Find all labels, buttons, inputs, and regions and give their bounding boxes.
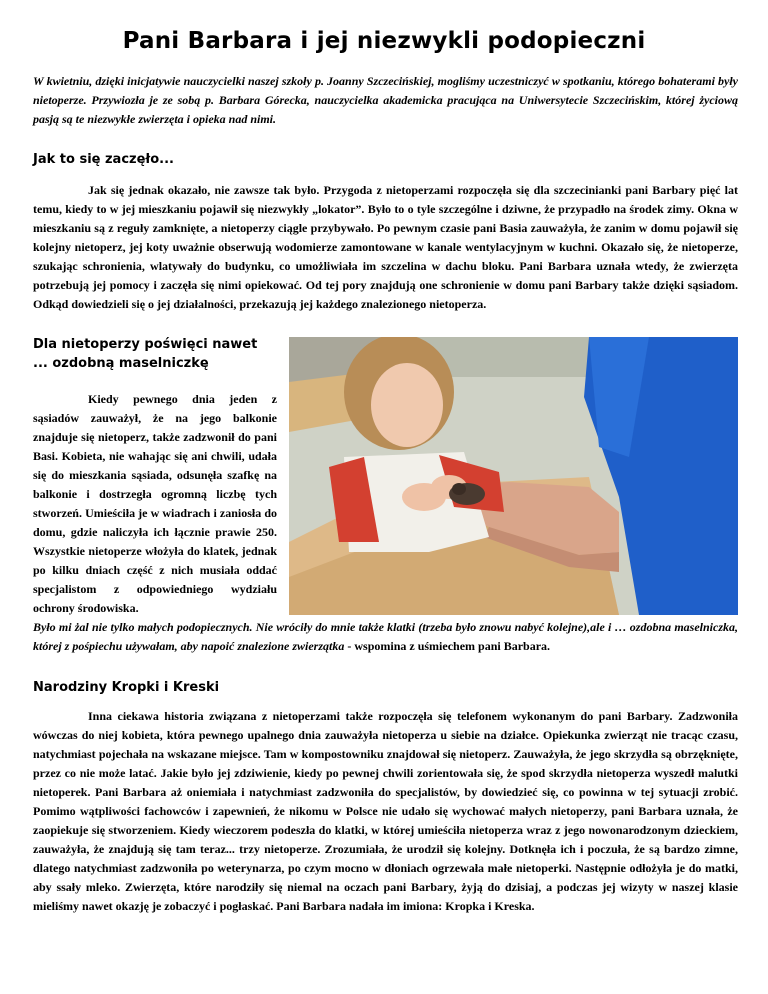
section-text-kropka-kreska: Inna ciekawa historia związana z nietoperzami także rozpoczęła się telefonem wykonanym do pani Barbary. Zadzwoniła wówczas do niej kobieta, która pewnego upalnego dnia zauważyła nietoperza u siebie na działce. Opiekunka zwierząt nie tracąc czasu, natychmiast pojechała na wskazane miejsce. Tam w kompostowniku znajdował się nietoperz. Zauważyła, że jego skrzydła są obrzęknięte, przez co nie może latać. Jakie było jej zdziwienie, kiedy po pewnej chwili zorientowała się, że spod skrzydła nietoperza wyszedł malutki nietoperek. Pani Barbara aż oniemiała i natychmiast zadzwoniła do specjalistów, by dowiedzieć się, co powinna w tej sytuacji zrobić. Pomimo wątpliwości fachowców i zapewnień, że nikomu w Polsce nie udało się wychować małych nietoperzy, pani Barbara uznała, że zaopiekuje się stworzeniem. Kiedy wieczorem podeszła do klatki, w której umieściła nietoperza wraz z jego nowonarodzonym dzieckiem, zauważyła, że znajdują się tam teraz... trzy nietoperze. Zrozumiała, że urodził się kolejny. Dotknęła ich i poczuła, że są bardzo zimne, dlatego natychmiast zadzwoniła po weterynarza, po czym mocno w dłoniach ogrzewała małe nietoperki. Następnie odłożyła je do matki, aby ssały mleko. Zwierzęta, które narodziły się niemal na oczach pani Barbary, żyją do dzisiaj, a podczas jej wizyty w naszej klasie mieliśmy nawet okazję je zobaczyć i pogłaskać. Pani Barbara nadała im imiona: Kropka i Kreska. — [33, 709, 738, 913]
article-title: Pani Barbara i jej niezwykli podopieczni — [122, 28, 646, 54]
section-text-butter-dish-column: Kiedy pewnego dnia jeden z sąsiadów zauważył, że na jego balkonie znajduje się nietoperz, także zadzwonił do pani Basi. Kobieta, nie wahając się ani chwili, udała się do mieszkania sąsiada, odsunęła szafkę na balkonie i dostrzegła ogromną liczbę tych stworzeń. Umieściła je w wiadrach i zaniosła do domu, gdzie naliczyła ich łącznie prawie 250. Wszystkie nietoperze włożyła do klatek, jednak po kilku dniach część z nich musiała oddać specjalistom z odpowiedniego wydziału ochrony środowiska. — [33, 392, 277, 615]
quote-text: Było mi żal nie tylko małych podopiecznych. Nie wróciły do mnie także klatki (trzeba było znowu nabyć kolejne),ale i … ozdobna maselniczka, której z pośpiechu używałam, aby napoić znalezione zwierzątka — [33, 620, 738, 653]
section-heading-butter-dish-line1: Dla nietoperzy poświęci nawet — [33, 337, 258, 352]
section-text-beginning: Jak się jednak okazało, nie zawsze tak było. Przygoda z nietoperzami rozpoczęła się dla szczecinianki pani Barbary pięć lat temu, kiedy to w jej mieszkaniu pojawił się niezwykły „lokator”. Było to o tyle szczególne i dziwne, że przypadło na środek zimy. Okna w mieszkaniu są z reguły zamknięte, a nietoperzy ciągle przybywało. Po pewnym czasie pani Basia zauważyła, że zanim w domu pojawił się kolejny nietoperz, jej koty uważnie obserwują wodomierze zamontowane w kanale wentylacyjnym w kuchni. Okazało się, że nietoperze, szukając schronienia, wlatywały do budynku, co umożliwiała im szczelina w dachu bloku. Pani Barbara uznała wtedy, że zwierzęta potrzebują jej pomocy i zaczęła się nimi opiekować. Od tej pory znajdują one schronienie w domu pani Barbary także dzięki sąsiadom. Odkąd dowiedzieli się o jej działalności, przekazują jej każdego znalezionego nietoperza. — [33, 183, 738, 311]
section-heading-butter-dish-line2: ... ozdobną maselniczkę — [33, 356, 209, 371]
article-lead: W kwietniu, dzięki inicjatywie nauczycielki naszej szkoły p. Joanny Szczecińskiej, mogliśmy uczestniczyć w spotkaniu, którego bohaterami były nietoperze. Przywiozła je ze sobą p. Barbara Górecka, nauczycielka akademicka pracująca na Uniwersytecie Szczecińskim, której życiową pasją są te niezwykłe zwierzęta i opieka nad nimi. — [33, 74, 738, 126]
section-heading-kropka-kreska: Narodziny Kropki i Kreski — [33, 680, 220, 695]
photo-girl-with-bat — [289, 337, 738, 615]
section-heading-beginning: Jak to się zaczęło... — [33, 152, 174, 167]
quote-attribution: - wspomina z uśmiechem pani Barbara. — [344, 639, 551, 653]
section-text-butter-dish-continued — [33, 618, 738, 656]
